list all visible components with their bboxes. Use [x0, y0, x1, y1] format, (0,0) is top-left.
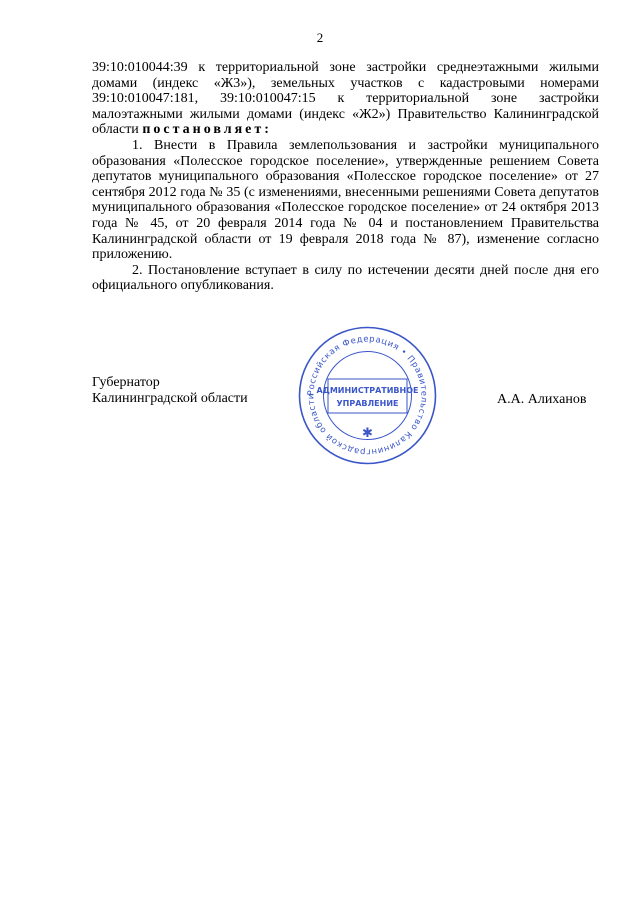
official-stamp [295, 323, 440, 468]
stamp-outer-ring [300, 328, 436, 464]
paragraph-effective-date: 2. Постановление вступает в силу по истечении десяти дней после дня его официального опубликования. [92, 262, 599, 294]
stamp-center-line-1: АДМИНИСТРАТИВНОЕ [316, 386, 419, 395]
signature-name: А.А. Алиханов [497, 392, 587, 407]
stamp-ring-text: Российская Федерация • Правительство Калининградской области [306, 334, 429, 457]
paragraph-zones-text: 39:10:010044:39 к территориальной зоне застройки среднеэтажными жилыми домами (индекс «Ж3»), земельных участков с кадастровыми номерами 39:10:010047:181, 39:10:010047:15 к территориальной зоне застройки малоэтажными жилыми домами (индекс «Ж2») Правительство Калининградской области [92, 60, 599, 138]
decree-word: постановляет: [142, 122, 272, 138]
document-body [92, 60, 599, 294]
stamp-star-icon: ✱ [362, 426, 373, 441]
signature-title-line-1: Губернатор [92, 375, 160, 390]
paragraph-zones [92, 60, 599, 138]
signature-title-line-2: Калининградской области [92, 391, 248, 406]
paragraph-amendment: 1. Внести в Правила землепользования и застройки муниципального образования «Полесское городское поселение», утвержденные решением Совета депутатов муниципального образования «Полесское городское поселение» от 27 сентября 2012 года № 35 (с изменениями, внесенными решениями Совета депутатов муниципального образования «Полесское городское поселение» от 24 октября 2013 года № 45, от 20 февраля 2014 года № 04 и постановлением Правительства Калининградской области от 19 февраля 2018 года № 87), изменение согласно приложению. [92, 137, 599, 263]
signature-title [92, 375, 248, 407]
page-number: 2 [316, 30, 324, 45]
stamp-center-line-2: УПРАВЛЕНИЕ [336, 399, 399, 408]
